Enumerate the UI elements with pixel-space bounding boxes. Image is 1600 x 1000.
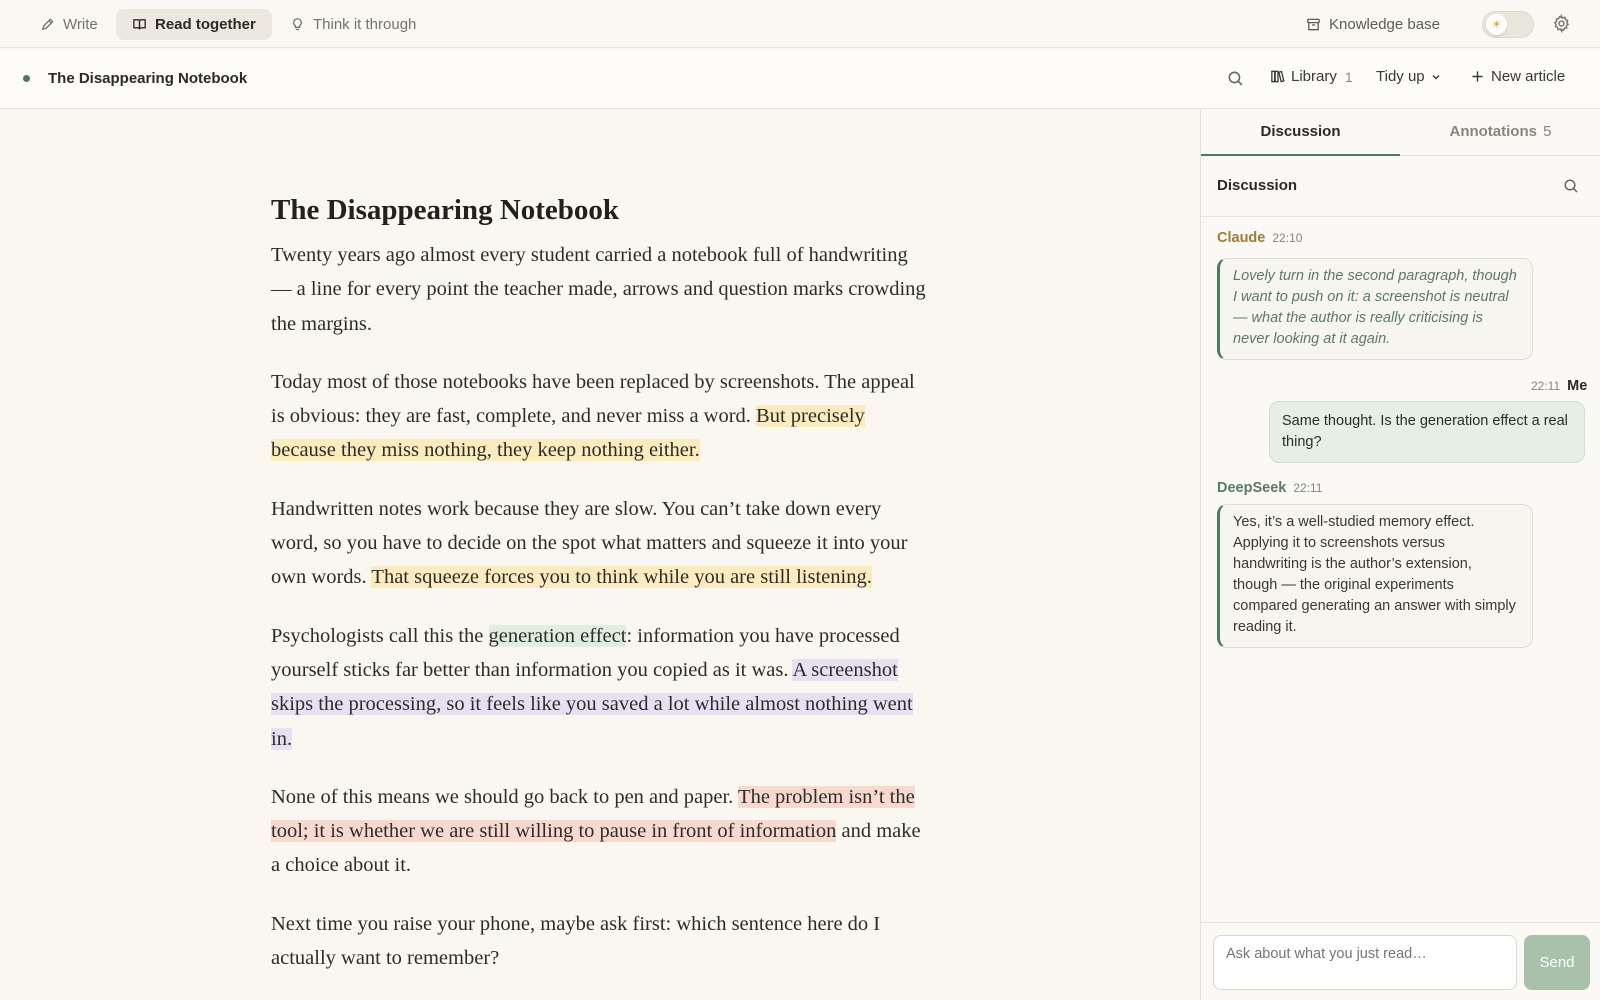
library-count: 1 xyxy=(1344,68,1353,85)
composer xyxy=(1201,922,1600,1000)
message-time: 22:11 xyxy=(1293,481,1323,495)
ai-message-bubble xyxy=(1217,504,1533,648)
chevron-down-icon xyxy=(1431,72,1441,82)
book-icon xyxy=(132,17,147,32)
mode-write-button[interactable] xyxy=(24,9,114,40)
message-author: Me xyxy=(1567,378,1588,394)
tab-annotations[interactable] xyxy=(1401,110,1600,156)
article-paragraph-2 xyxy=(271,365,931,468)
highlight-green-term[interactable]: generation effect xyxy=(488,624,627,647)
article-paragraph-6 xyxy=(271,907,931,976)
paragraph-text: : information you have processed yourself sticks far better than information you copied as it was. xyxy=(271,624,900,681)
tab-discussion-label: Discussion xyxy=(1260,123,1341,140)
mode-read-together-label: Read together xyxy=(155,16,256,33)
theme-toggle[interactable] xyxy=(1482,11,1534,38)
article-title: The Disappearing Notebook xyxy=(271,194,620,226)
panel-tabs xyxy=(1201,110,1600,156)
mode-write-label: Write xyxy=(63,16,98,33)
new-article-label: New article xyxy=(1491,68,1566,85)
ai-message-bubble xyxy=(1217,258,1533,360)
tab-discussion[interactable] xyxy=(1201,110,1400,156)
tab-annotations-label: Annotations xyxy=(1449,123,1537,140)
send-button[interactable]: Send xyxy=(1524,935,1590,990)
library-button[interactable] xyxy=(1270,68,1353,85)
article-paragraph-1 xyxy=(271,238,931,341)
message-meta xyxy=(1531,378,1587,394)
document-bar xyxy=(0,49,1600,109)
article-body xyxy=(271,192,931,999)
sun-icon: ☀ xyxy=(1486,14,1507,35)
plus-icon xyxy=(1471,70,1484,83)
annotations-count: 5 xyxy=(1543,123,1552,140)
discussion-title: Discussion xyxy=(1217,177,1298,194)
ask-input[interactable] xyxy=(1213,935,1517,990)
discussion-header xyxy=(1201,156,1600,217)
library-label: Library xyxy=(1291,68,1337,85)
paragraph-text: and make a choice about it. xyxy=(271,820,921,877)
message-meta xyxy=(1217,230,1302,246)
mode-bar xyxy=(0,0,1600,48)
user-message-bubble xyxy=(1269,401,1585,463)
mode-think-label: Think it through xyxy=(313,16,417,33)
message-text: Same thought. Is the generation effect a real thing? xyxy=(1282,413,1568,450)
pencil-icon xyxy=(40,17,55,32)
highlight-yellow[interactable]: But precisely because they miss nothing, they keep nothing either. xyxy=(271,405,865,462)
message-meta xyxy=(1217,480,1322,496)
highlight-purple[interactable]: A screenshot skips the processing, so it feels like you saved a lot while almost nothing went in. xyxy=(271,658,913,750)
paragraph-text: Psychologists call this the xyxy=(271,624,489,647)
message-author: Claude xyxy=(1217,230,1266,246)
highlight-yellow[interactable]: That squeeze forces you to think while you are still listening. xyxy=(371,566,872,589)
message-text: Yes, it’s a well-studied memory effect. Applying it to screenshots versus handwriting is the author’s extension, though — the original experiments compared generating an answer with simply reading it. xyxy=(1233,514,1516,635)
article-paragraph-5 xyxy=(271,780,931,883)
knowledge-base-label: Knowledge base xyxy=(1329,16,1440,33)
search-icon[interactable] xyxy=(1227,70,1244,87)
library-icon xyxy=(1270,69,1285,84)
paragraph-text: None of this means we should go back to pen and paper. xyxy=(271,785,739,808)
search-icon[interactable] xyxy=(1563,178,1579,194)
message-time: 22:10 xyxy=(1272,231,1303,245)
tidy-up-dropdown[interactable] xyxy=(1376,68,1441,85)
message-text: Lovely turn in the second paragraph, though I want to push on it: a screenshot is neutral — what the author is really criticising is never looking at it again. xyxy=(1233,268,1517,347)
document-title: The Disappearing Notebook xyxy=(48,70,248,87)
message-time: 22:11 xyxy=(1531,379,1561,393)
paragraph-text: Next time you raise your phone, maybe ask first: which sentence here do I actually want to remember? xyxy=(271,912,881,970)
mode-read-together-button[interactable] xyxy=(116,9,272,40)
side-panel xyxy=(1200,110,1600,1000)
gear-icon[interactable] xyxy=(1552,14,1571,33)
paragraph-text: Today most of those notebooks have been replaced by screenshots. The appeal is obvious: they are fast, complete, and never miss a word. xyxy=(271,370,915,428)
paragraph-text: Twenty years ago almost every student carried a notebook full of handwriting — a line for every point the teacher made, arrows and question marks crowding the margins. xyxy=(271,244,926,335)
archive-icon xyxy=(1306,17,1321,32)
lightbulb-icon xyxy=(290,17,305,32)
message-author: DeepSeek xyxy=(1217,480,1287,496)
highlight-red[interactable]: The problem isn’t the tool; it is whether we are still willing to pause in front of information xyxy=(271,785,915,843)
mode-think-button[interactable] xyxy=(274,9,432,40)
article-view xyxy=(0,110,1200,1000)
article-paragraph-3 xyxy=(271,492,931,595)
status-dot xyxy=(23,75,30,82)
article-paragraph-4 xyxy=(271,619,931,756)
new-article-button[interactable] xyxy=(1471,68,1565,85)
knowledge-base-button[interactable] xyxy=(1306,9,1440,40)
paragraph-text: Handwritten notes work because they are slow. You can’t take down every word, so you have to decide on the spot what matters and squeeze it into your own words. xyxy=(271,497,908,589)
tidy-up-label: Tidy up xyxy=(1376,68,1425,85)
